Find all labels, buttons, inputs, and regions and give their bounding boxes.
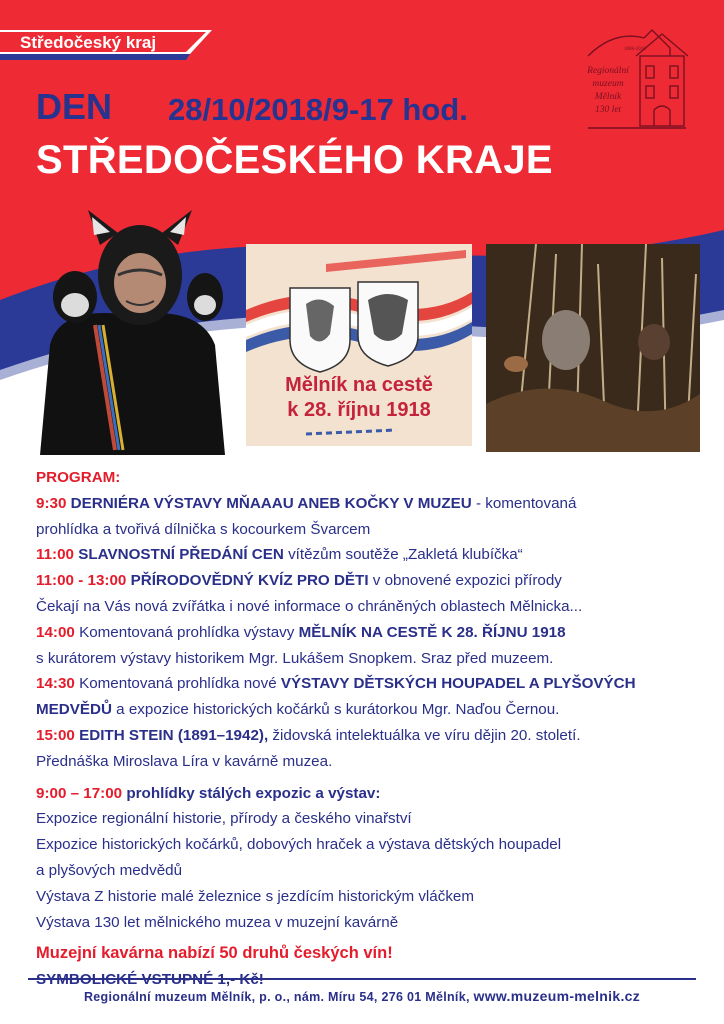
coat-of-arms-eagle-icon: [358, 282, 418, 366]
poster-title-line2: k 28. říjnu 1918: [287, 399, 431, 421]
cafe-note: Muzejní kavárna nabízí 50 druhů českých vín!: [36, 944, 393, 963]
program-text: židovská intelektuálka ve víru dějin 20. století.: [268, 726, 581, 744]
program-time: 9:30: [36, 494, 67, 512]
program-title: DERNIÉRA VÝSTAVY MŇAAAU ANEB KOČKY V MUZEU: [70, 494, 472, 512]
program-title: EDITH STEIN (1891–1942),: [79, 726, 269, 744]
program-text-cont: a expozice historických kočárků s kurátorkou Mgr. Naďou Černou.: [111, 701, 560, 719]
program-title-cont: MEDVĚDŮ: [36, 701, 112, 719]
footer-divider: [28, 978, 696, 980]
permanent-time: 9:00 – 17:00: [36, 784, 123, 802]
permanent-line: Výstava 130 let mělnického muzea v muzejní kavárně: [36, 913, 399, 931]
program-time: 11:00 - 13:00: [36, 572, 127, 590]
program-item: [36, 671, 706, 697]
poster-title-line1: Mělník na cestě: [285, 374, 433, 396]
program-title: PŘÍRODOVĚDNÝ KVÍZ PRO DĚTI: [130, 572, 369, 590]
program-text: v obnovené expozici přírody: [368, 572, 562, 590]
logo-line: muzeum: [592, 79, 624, 89]
program-time: 14:00: [36, 623, 75, 641]
logo-text: [568, 65, 648, 117]
program: [36, 465, 706, 993]
logo-line: Regionální: [587, 66, 629, 76]
logo-line: 130 let: [594, 105, 622, 115]
program-item: [36, 542, 706, 568]
nature-diorama-photo: [486, 244, 700, 452]
program-text-cont: s kurátorem výstavy historikem Mgr. Lukášem Snopkem. Sraz před muzeem.: [36, 649, 554, 667]
cat-costume-photo: [30, 205, 230, 455]
program-item: [36, 568, 706, 594]
coat-of-arms-czech-lion-icon: [290, 288, 350, 372]
permanent-title: prohlídky stálých expozic a výstav:: [122, 784, 381, 802]
logo-years: 1888-2018: [624, 47, 646, 52]
program-text: vítězům soutěže „Zakletá klubíčka“: [283, 546, 523, 564]
program-text-cont: Přednáška Miroslava Líra v kavárně muzea.: [36, 752, 333, 770]
footer: [0, 988, 724, 1004]
permanent-line: Expozice regionální historie, přírody a českého vinařství: [36, 810, 412, 828]
logo-line: Mělník: [594, 92, 622, 102]
program-text-cont: Čekají na Vás nová zvířátka i nové informace o chráněných oblastech Mělnicka...: [36, 597, 583, 615]
permanent-line: a plyšových medvědů: [36, 861, 183, 879]
program-text: - komentovaná: [471, 494, 577, 512]
program-text: Komentovaná prohlídka nové: [74, 675, 281, 693]
event-den: DEN: [36, 86, 113, 127]
program-title: MĚLNÍK NA CESTĚ K 28. ŘÍJNU 1918: [298, 623, 566, 641]
event-title: STŘEDOČESKÉHO KRAJE: [36, 138, 553, 182]
program-text: Komentovaná prohlídka výstavy: [74, 623, 299, 641]
program-time: 15:00: [36, 726, 75, 744]
program-heading: PROGRAM:: [36, 469, 121, 486]
footer-address: Regionální muzeum Mělník, p. o., nám. Míru 54, 276 01 Mělník,: [83, 990, 474, 1004]
permanent-heading: [36, 781, 706, 807]
program-time: 11:00: [36, 546, 75, 564]
footer-website-link[interactable]: www.muzeum-melnik.cz: [473, 988, 641, 1004]
program-text-cont: prohlídka a tvořivá dílnička s kocourkem Švarcem: [36, 520, 371, 538]
program-title: SLAVNOSTNÍ PŘEDÁNÍ CEN: [78, 546, 284, 564]
program-time: 14:30: [36, 675, 75, 693]
program-item: [36, 491, 706, 517]
event-date: 28/10/2018/9-17 hod.: [168, 92, 468, 127]
program-title: VÝSTAVY DĚTSKÝCH HOUPADEL A PLYŠOVÝCH: [280, 675, 636, 693]
permanent-line: Expozice historických kočárků, dobových hraček a výstava dětských houpadel: [36, 836, 562, 854]
region-tag: Středočeský kraj: [20, 33, 157, 52]
permanent-line: Výstava Z historie malé železnice s jezdícím historickým vláčkem: [36, 887, 475, 905]
program-item: [36, 723, 706, 749]
program-item: [36, 620, 706, 646]
